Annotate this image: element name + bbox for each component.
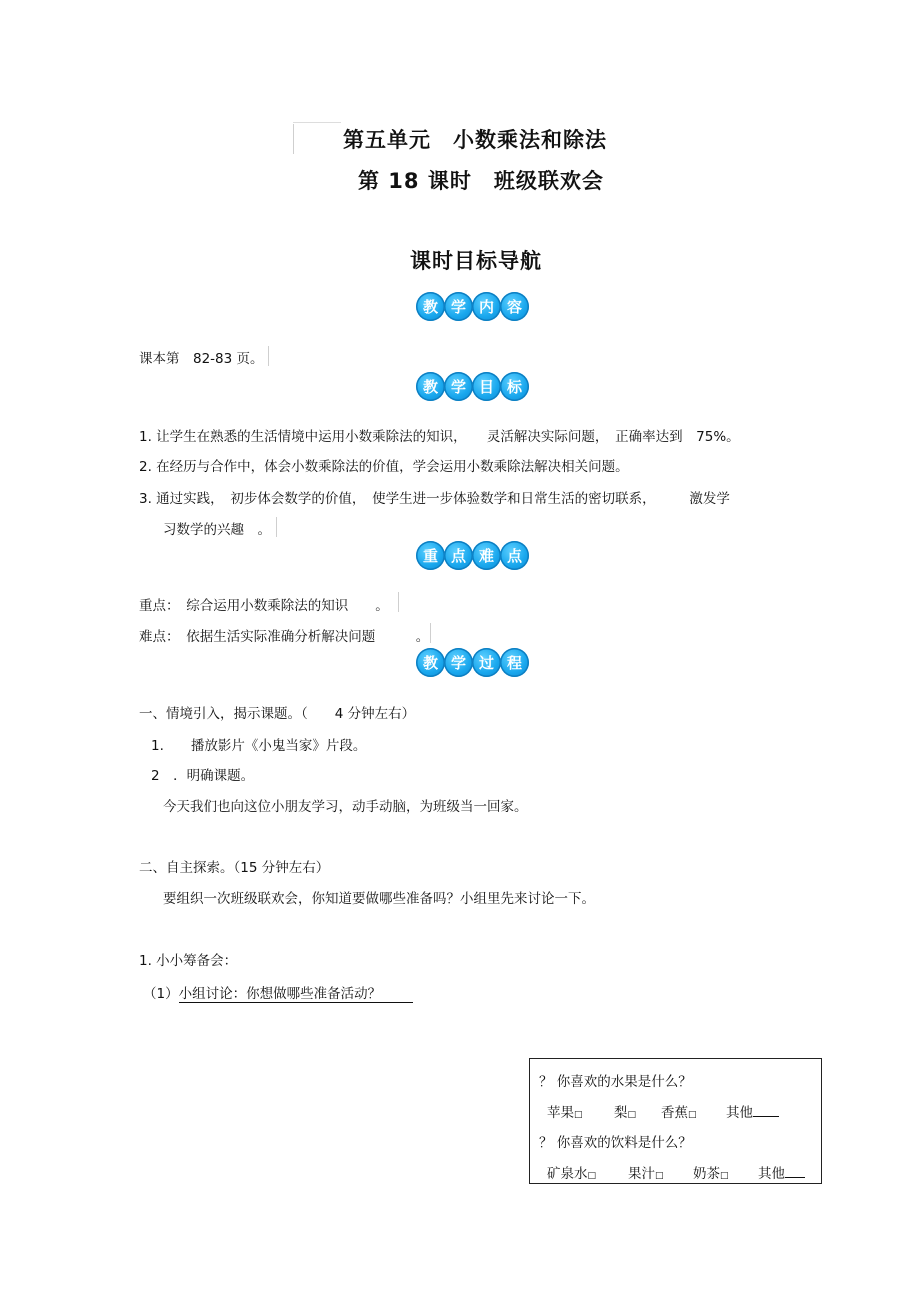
badge-char: 标 bbox=[500, 372, 529, 401]
badge-char: 教 bbox=[416, 648, 445, 677]
goal-2: 2. 在经历与合作中，体会小数乘除法的价值，学会运用小数乘除法解决相关问题。 bbox=[139, 459, 629, 475]
checkbox-icon[interactable]: □ bbox=[574, 1110, 583, 1120]
badge-char: 目 bbox=[472, 372, 501, 401]
badge-char: 重 bbox=[416, 541, 445, 570]
badge-char: 点 bbox=[444, 541, 473, 570]
option-label: 其他 bbox=[726, 1105, 753, 1121]
badge-char: 程 bbox=[500, 648, 529, 677]
section-1-heading: 一、情境引入，揭示课题。（ 4 分钟左右） bbox=[139, 706, 416, 722]
badge-char: 过 bbox=[472, 648, 501, 677]
section-1-item-2: 2 ．明确课题。 bbox=[151, 768, 255, 784]
option-pear[interactable] bbox=[614, 1101, 636, 1121]
question-prefix: （1） bbox=[143, 986, 179, 1002]
option-label: 矿泉水 bbox=[547, 1166, 588, 1182]
scan-mark bbox=[268, 346, 269, 366]
unit-title: 第五单元 小数乘法和除法 bbox=[343, 128, 607, 152]
option-juice[interactable] bbox=[628, 1162, 664, 1182]
option-label: 果汁 bbox=[628, 1166, 655, 1182]
section-2-heading: 二、自主探索。（15 分钟左右） bbox=[139, 860, 330, 876]
option-label: 梨 bbox=[614, 1105, 628, 1121]
survey-box bbox=[529, 1058, 822, 1184]
option-label: 其他 bbox=[758, 1166, 785, 1182]
badge-teaching-process bbox=[416, 648, 528, 677]
option-other-fruit[interactable] bbox=[726, 1101, 779, 1121]
option-apple[interactable] bbox=[547, 1101, 583, 1121]
scan-mark bbox=[276, 517, 277, 537]
badge-teaching-content bbox=[416, 292, 528, 321]
option-label: 奶茶 bbox=[693, 1166, 720, 1182]
badge-char: 学 bbox=[444, 648, 473, 677]
section-1-item-1: 1. 播放影片《小鬼当家》片段。 bbox=[151, 738, 367, 754]
badge-char: 难 bbox=[472, 541, 501, 570]
fill-blank[interactable] bbox=[785, 1165, 805, 1178]
scan-mark-top bbox=[293, 122, 341, 123]
checkbox-icon[interactable]: □ bbox=[655, 1171, 664, 1181]
badge-char: 容 bbox=[500, 292, 529, 321]
option-banana[interactable] bbox=[661, 1101, 697, 1121]
difficult-point: 难点： 依据生活实际准确分析解决问题 。 bbox=[139, 629, 430, 645]
survey-question-drink: ？ 你喜欢的饮料是什么？ bbox=[539, 1135, 692, 1151]
subsection-1: 1. 小小筹备会： bbox=[139, 953, 238, 969]
option-label: 香蕉 bbox=[661, 1105, 688, 1121]
checkbox-icon[interactable]: □ bbox=[587, 1171, 597, 1181]
checkbox-icon[interactable]: □ bbox=[720, 1171, 729, 1181]
goal-1: 1. 让学生在熟悉的生活情境中运用小数乘除法的知识， 灵活解决实际问题， 正确率达到 75%。 bbox=[139, 429, 740, 445]
checkbox-icon[interactable]: □ bbox=[627, 1110, 637, 1120]
goal-3-line2: 习数学的兴趣 。 bbox=[163, 522, 271, 538]
badge-char: 教 bbox=[416, 292, 445, 321]
scan-mark bbox=[293, 124, 294, 154]
scan-mark bbox=[430, 623, 431, 643]
section-2-text: 要组织一次班级联欢会，你知道要做哪些准备吗？小组里先来讨论一下。 bbox=[163, 891, 595, 907]
lesson-title: 第 18 课时 班级联欢会 bbox=[358, 169, 604, 193]
badge-char: 教 bbox=[416, 372, 445, 401]
answer-blank bbox=[381, 986, 413, 1003]
question-text: 小组讨论：你想做哪些准备活动？ bbox=[178, 986, 382, 1002]
badge-char: 学 bbox=[444, 372, 473, 401]
content-text: 课本第 82-83 页。 bbox=[139, 351, 264, 367]
checkbox-icon[interactable]: □ bbox=[688, 1110, 697, 1120]
badge-char: 学 bbox=[444, 292, 473, 321]
badge-char: 点 bbox=[500, 541, 529, 570]
section-1-text: 今天我们也向这位小朋友学习，动手动脑，为班级当一回家。 bbox=[163, 799, 528, 815]
survey-question-fruit: ？ 你喜欢的水果是什么？ bbox=[539, 1074, 692, 1090]
option-other-drink[interactable] bbox=[758, 1162, 805, 1182]
scan-mark bbox=[398, 592, 399, 612]
subsection-1-question bbox=[143, 982, 413, 1003]
key-point: 重点： 综合运用小数乘除法的知识 。 bbox=[139, 598, 389, 614]
option-label: 苹果 bbox=[547, 1105, 574, 1121]
badge-char: 内 bbox=[472, 292, 501, 321]
option-milk-tea[interactable] bbox=[693, 1162, 729, 1182]
badge-key-points bbox=[416, 541, 528, 570]
fill-blank[interactable] bbox=[753, 1104, 779, 1117]
goal-3-line1: 3. 通过实践， 初步体会数学的价值， 使学生进一步体验数学和日常生活的密切联系， 激发学 bbox=[139, 491, 730, 507]
badge-teaching-goals bbox=[416, 372, 528, 401]
option-mineral-water[interactable] bbox=[547, 1162, 596, 1182]
nav-title: 课时目标导航 bbox=[410, 249, 542, 273]
